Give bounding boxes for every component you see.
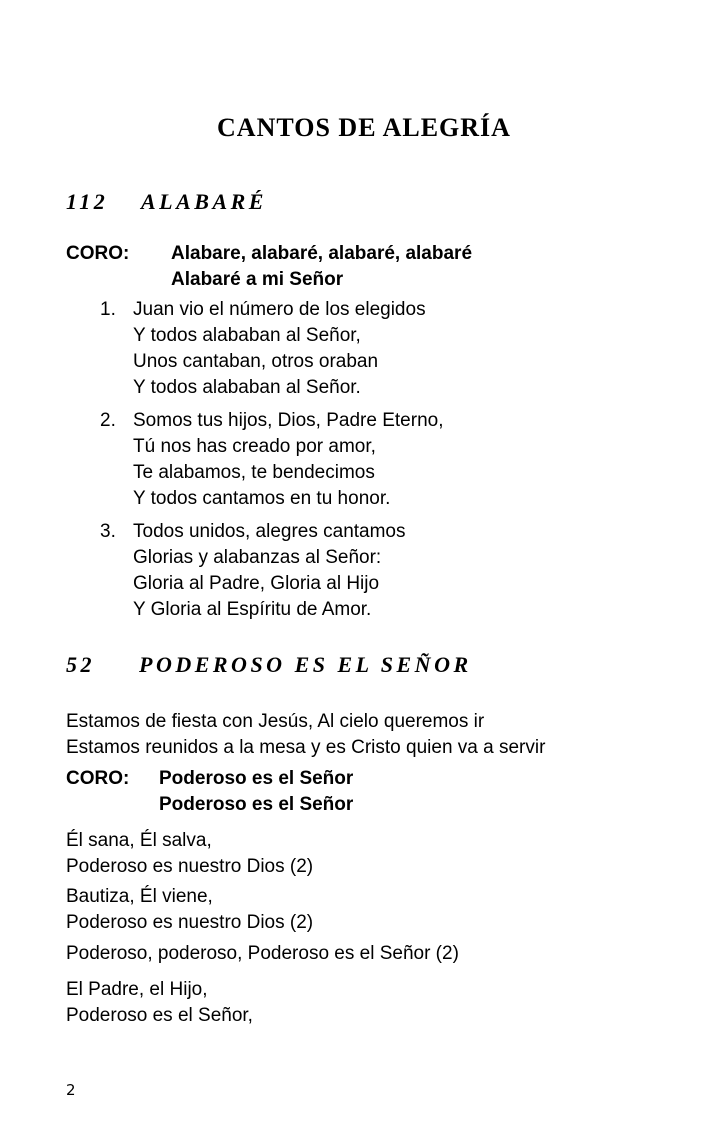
verse bbox=[133, 408, 443, 512]
chorus-label: CORO: bbox=[66, 243, 130, 264]
verse-line: Y todos cantamos en tu honor. bbox=[133, 488, 391, 509]
stanza bbox=[66, 828, 313, 880]
verse-number: 3. bbox=[100, 521, 116, 542]
chorus-line: Poderoso es el Señor bbox=[159, 768, 354, 789]
intro-line: Estamos reunidos a la mesa y es Cristo quien va a servir bbox=[66, 737, 546, 758]
stanza-line: Poderoso es nuestro Dios (2) bbox=[66, 856, 314, 877]
stanza bbox=[66, 977, 253, 1029]
stanza-line: Bautiza, Él viene, bbox=[66, 886, 213, 907]
verse bbox=[133, 519, 406, 623]
song-number: 52 bbox=[66, 652, 95, 677]
stanza-line: Poderoso es nuestro Dios (2) bbox=[66, 912, 314, 933]
page-number: 2 bbox=[66, 1081, 76, 1099]
stanza-line: Poderoso es el Señor, bbox=[66, 1005, 253, 1026]
stanza bbox=[66, 884, 313, 936]
stanza-line: Él sana, Él salva, bbox=[66, 830, 212, 851]
verse-line: Y todos alababan al Señor. bbox=[133, 377, 361, 398]
verse-number: 2. bbox=[100, 410, 116, 431]
verse-line: Y Gloria al Espíritu de Amor. bbox=[133, 599, 372, 620]
chorus-line: Poderoso es el Señor bbox=[159, 794, 354, 815]
verse-line: Unos cantaban, otros oraban bbox=[133, 351, 379, 372]
verse-line: Gloria al Padre, Gloria al Hijo bbox=[133, 573, 380, 594]
section-title: CANTOS DE ALEGRÍA bbox=[217, 113, 511, 142]
verse-line: Juan vio el número de los elegidos bbox=[133, 299, 426, 320]
verse-line: Todos unidos, alegres cantamos bbox=[133, 521, 406, 542]
verse-line: Te alabamos, te bendecimos bbox=[133, 462, 375, 483]
stanza-line: El Padre, el Hijo, bbox=[66, 979, 208, 1000]
intro-line: Estamos de fiesta con Jesús, Al cielo queremos ir bbox=[66, 711, 485, 732]
verse-line: Tú nos has creado por amor, bbox=[133, 436, 376, 457]
verse-line: Y todos alababan al Señor, bbox=[133, 325, 361, 346]
verse-line: Somos tus hijos, Dios, Padre Eterno, bbox=[133, 410, 444, 431]
verse-line: Glorias y alabanzas al Señor: bbox=[133, 547, 382, 568]
verse bbox=[133, 297, 426, 401]
chorus-line: Alabare, alabaré, alabaré, alabaré bbox=[171, 243, 473, 264]
chorus-label: CORO: bbox=[66, 768, 130, 789]
song-number: 112 bbox=[66, 189, 109, 214]
chorus-line: Alabaré a mi Señor bbox=[171, 269, 344, 290]
song-title: ALABARÉ bbox=[141, 189, 267, 214]
verse-number: 1. bbox=[100, 299, 116, 320]
chorus-lines bbox=[171, 241, 472, 293]
song-intro bbox=[66, 709, 545, 761]
song-title: PODEROSO ES EL SEÑOR bbox=[139, 652, 472, 677]
chorus-lines bbox=[159, 766, 353, 818]
stanza-line: Poderoso, poderoso, Poderoso es el Señor (2) bbox=[66, 943, 459, 964]
stanza bbox=[66, 941, 459, 967]
